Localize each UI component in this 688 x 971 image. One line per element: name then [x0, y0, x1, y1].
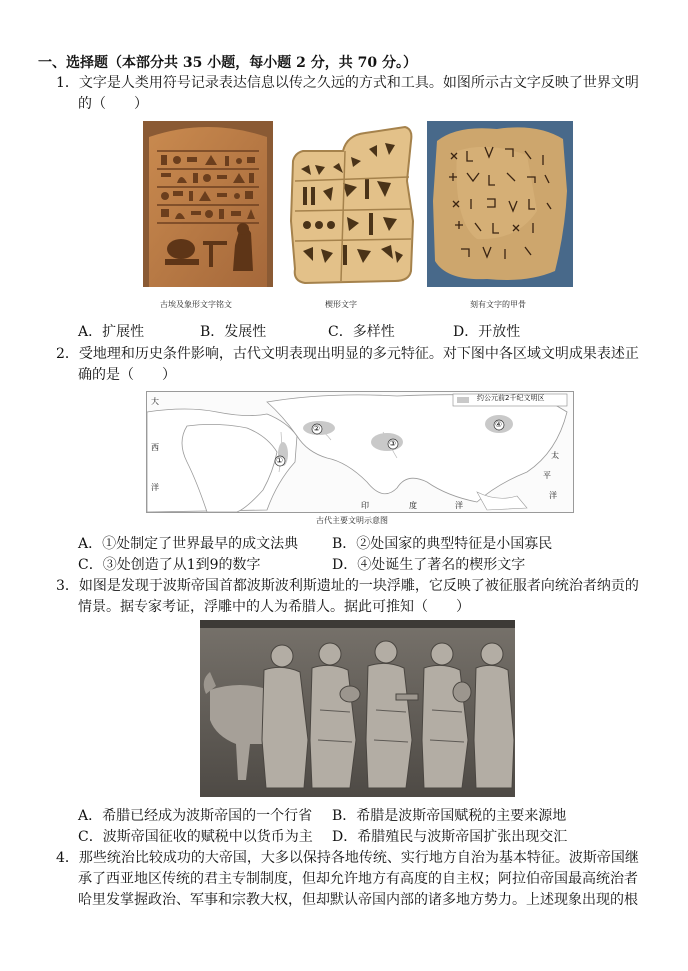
q2-option-c[interactable]: C．③处创造了从1到9的数字: [78, 557, 261, 573]
map-label-du: 度: [409, 501, 417, 510]
map-legend-text: 约公元前2千纪文明区: [477, 394, 545, 402]
map-label-yang3: 洋: [455, 501, 463, 510]
q4-stem-line1: 4．那些统治比较成功的大帝国，大多以保持各地传统、实行地方自治为基本特征。波斯帝国继: [56, 850, 639, 866]
q1-option-c[interactable]: C．多样性: [328, 324, 395, 340]
q3-option-d[interactable]: D．希腊殖民与波斯帝国扩张出现交汇: [332, 829, 568, 845]
ancient-civilizations-map: [146, 391, 574, 513]
q2-stem-line1: 2．受地理和历史条件影响，古代文明表现出明显的多元特征。对下图中各区域文明成果表述正: [56, 346, 639, 362]
cuneiform-tablet-image: [285, 121, 418, 287]
q1-stem-line1: 1．文字是人类用符号记录表达信息以传之久远的方式和工具。如图所示古文字反映了世界文明: [56, 75, 639, 91]
persepolis-relief-image: [200, 620, 515, 797]
q1-option-b[interactable]: B．发展性: [200, 324, 267, 340]
q3-option-a[interactable]: A．希腊已经成为波斯帝国的一个行省: [78, 808, 313, 824]
q4-stem-line3: 哈里发掌握政治、军事和宗教大权，但却默认帝国内部的诸多地方势力。上述现象出现的根: [78, 892, 638, 908]
map-label-ping: 平: [543, 471, 551, 480]
map-label-yang2: 洋: [549, 491, 557, 500]
q2-option-b[interactable]: B．②处国家的典型特征是小国寡民: [332, 536, 553, 552]
q3-option-b[interactable]: B．希腊是波斯帝国赋税的主要来源地: [332, 808, 567, 824]
caption-oracle-bone: 刻有文字的甲骨: [470, 300, 526, 309]
oracle-bone-image: [427, 121, 573, 287]
q1-option-d[interactable]: D．开放性: [453, 324, 521, 340]
map-label-xi: 西: [151, 443, 159, 452]
q3-option-c[interactable]: C．波斯帝国征收的赋税中以货币为主: [78, 829, 313, 845]
q2-option-d[interactable]: D．④处诞生了著名的楔形文字: [332, 557, 526, 573]
map-label-da: 大: [151, 397, 159, 406]
map-marker-1: ①: [276, 456, 284, 465]
section-header: 一、选择题（本部分共 35 小题，每小题 2 分，共 70 分。）: [38, 55, 417, 71]
map-label-yin: 印: [361, 501, 369, 510]
map-caption: 古代主要文明示意图: [316, 516, 388, 525]
map-marker-4: ④: [495, 420, 503, 429]
q2-option-a[interactable]: A．①处制定了世界最早的成文法典: [78, 536, 299, 552]
q2-stem-line2: 确的是（ ）: [78, 367, 176, 383]
map-label-tai: 太: [551, 451, 559, 460]
map-marker-3: ③: [389, 439, 397, 448]
map-label-yang: 洋: [151, 483, 159, 492]
q4-stem-line2: 承了西亚地区传统的君主专制制度，但却允许地方有高度的自主权；阿拉伯帝国最高统治者: [78, 871, 638, 887]
caption-cuneiform: 楔形文字: [325, 300, 357, 309]
q3-stem-line1: 3．如图是发现于波斯帝国首都波斯波利斯遗址的一块浮雕，它反映了被征服者向统治者纳贡的: [56, 578, 639, 594]
q1-stem-line2: 的（ ）: [78, 96, 148, 112]
q1-option-a[interactable]: A．扩展性: [78, 324, 145, 340]
egyptian-hieroglyph-stele-image: [143, 121, 273, 287]
caption-egyptian: 古埃及象形文字铭文: [160, 300, 232, 309]
map-marker-2: ②: [313, 424, 321, 433]
q3-stem-line2: 情景。据专家考证，浮雕中的人为希腊人。据此可推知（ ）: [78, 599, 470, 615]
